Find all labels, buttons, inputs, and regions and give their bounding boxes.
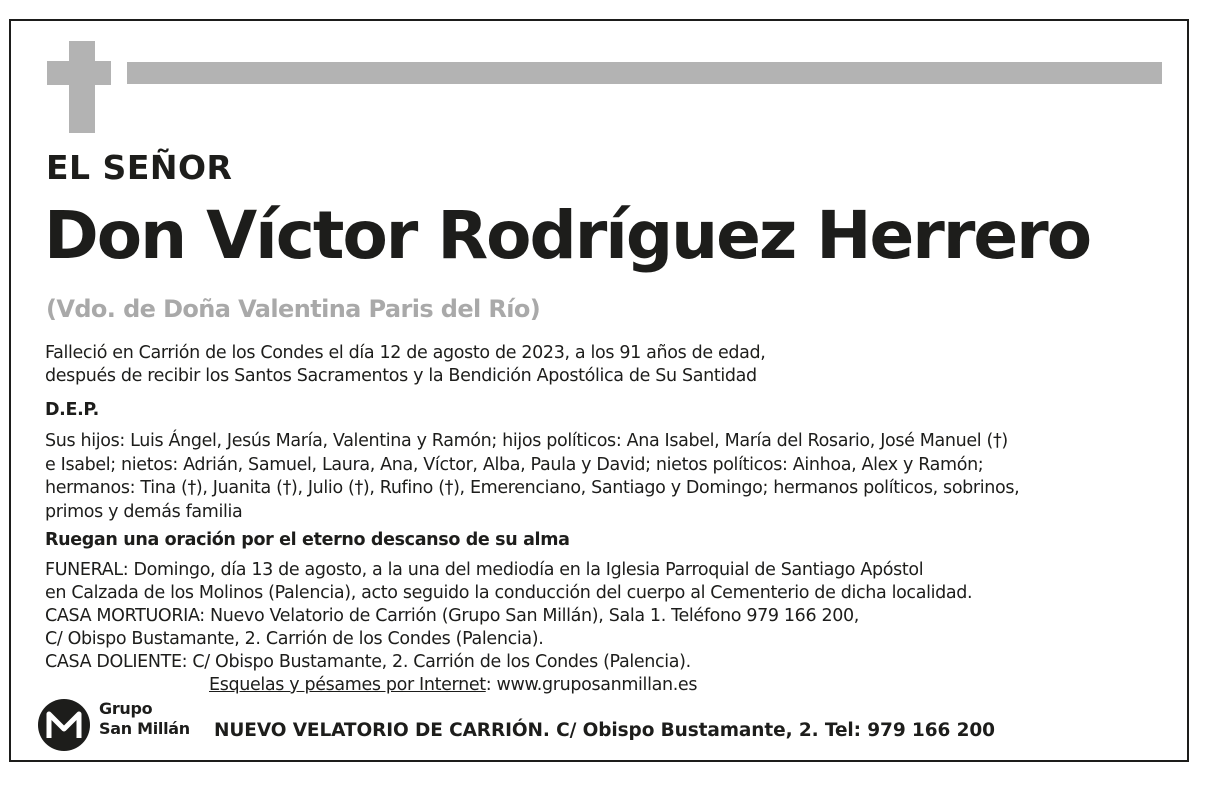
logo-text-line: San Millán [99,719,190,738]
death-notice-line: Falleció en Carrión de los Condes el día 12 de agosto de 2023, a los 91 años de edad, [45,343,766,363]
funeral-line: en Calzada de los Molinos (Palencia), acto seguido la conducción del cuerpo al Cementerio de dicha localidad. [45,583,973,603]
prayer-request: Ruegan una oración por el eterno descanso de su alma [45,530,570,550]
funeral-line: FUNERAL: Domingo, día 13 de agosto, a la una del mediodía en la Iglesia Parroquial de Santiago Apóstol [45,560,924,580]
internet-line [209,675,697,695]
death-notice-line: después de recibir los Santos Sacramentos y la Bendición Apostólica de Su Santidad [45,366,757,386]
honorific: EL SEÑOR [46,148,233,187]
funeral-details [45,559,972,674]
website-link[interactable]: www.gruposanmillan.es [496,675,698,695]
dep-label: D.E.P. [45,400,99,420]
widower-of: (Vdo. de Doña Valentina Paris del Río) [46,295,541,323]
logo-text-line: Grupo [99,699,153,718]
cross-icon [69,41,95,133]
internet-label: Esquelas y pésames por Internet [209,675,486,695]
family-line: hermanos: Tina (†), Juanita (†), Julio (†), Rufino (†), Emerenciano, Santiago y Domingo; hermanos políticos, sobrinos, [45,478,1020,498]
logo-text [99,699,190,739]
funeral-line: CASA DOLIENTE: C/ Obispo Bustamante, 2. Carrión de los Condes (Palencia). [45,652,691,672]
grupo-san-millan-logo-icon [37,698,91,752]
footer-address: NUEVO VELATORIO DE CARRIÓN. C/ Obispo Bustamante, 2. Tel: 979 166 200 [214,720,995,741]
family-list [45,430,1019,524]
cross-icon-bar [47,61,111,85]
family-line: Sus hijos: Luis Ángel, Jesús María, Valentina y Ramón; hijos políticos: Ana Isabel, María del Rosario, José Manuel (†) [45,431,1008,451]
header-rule [127,62,1162,84]
family-line: e Isabel; nietos: Adrián, Samuel, Laura, Ana, Víctor, Alba, Paula y David; nietos políticos: Ainhoa, Alex y Ramón; [45,454,984,475]
funeral-line: CASA MORTUORIA: Nuevo Velatorio de Carrión (Grupo San Millán), Sala 1. Teléfono 979 166 200, [45,606,860,626]
death-notice [45,342,766,388]
internet-separator: : [485,675,492,695]
family-line: primos y demás familia [45,501,243,522]
deceased-name: Don Víctor Rodríguez Herrero [44,197,1091,274]
funeral-line: C/ Obispo Bustamante, 2. Carrión de los Condes (Palencia). [45,629,544,649]
